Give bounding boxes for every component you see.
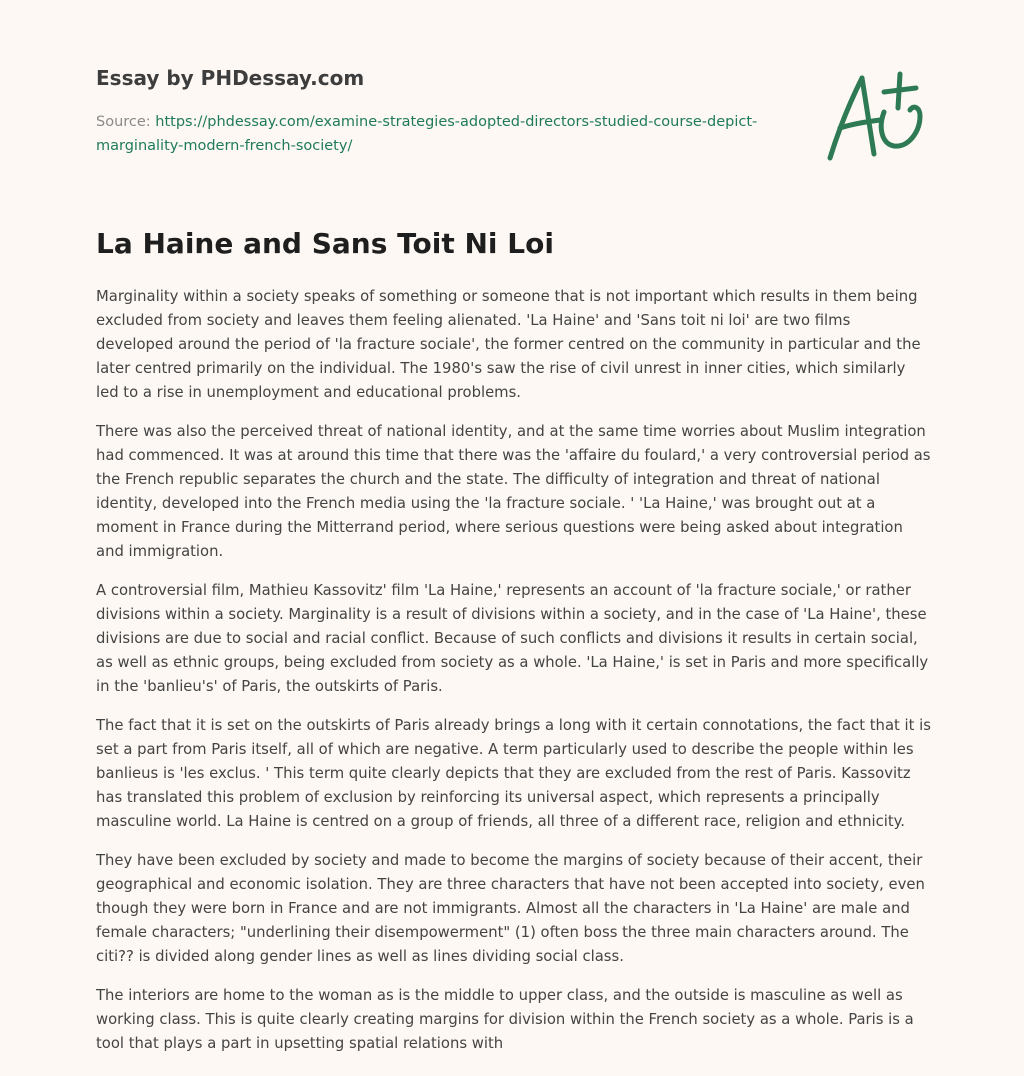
source-link[interactable]: https://phdessay.com/examine-strategies-adopted-directors-studied-course-depict-marginality-modern-french-society/ bbox=[96, 114, 758, 154]
essay-paragraph: The fact that it is set on the outskirts of Paris already brings a long with it certain connotations, the fact that it is set a part from Paris itself, all of which are negative. A term particularly used to describe the people within les banlieus is 'les exclus. ' This term quite clearly depicts that they are excluded from the rest of Paris. Kassovitz has translated this problem of exclusion by reinforcing its universal aspect, which represents a principally masculine world. La Haine is centred on a group of friends, all three of a different race, religion and ethnicity. bbox=[96, 717, 931, 830]
essay-paragraph: Marginality within a society speaks of something or someone that is not important which results in them being excluded from society and leaves them feeling alienated. 'La Haine' and 'Sans toit ni loi' are two films developed around the period of 'la fracture sociale', the former centred on the community in particular and the later centred primarily on the individual. The 1980's saw the rise of civil unrest in inner cities, which similarly led to a rise in unemployment and educational problems. bbox=[96, 288, 921, 401]
essay-paragraph: There was also the perceived threat of national identity, and at the same time worries about Muslim integration had commenced. It was at around this time that there was the 'affaire du foulard,' a very controversial period as the French republic separates the church and the state. The difficulty of integration and threat of national identity, developed into the French media using the 'la fracture sociale. ' 'La Haine,' was brought out at a moment in France during the Mitterrand period, where serious questions were being asked about integration and immigration. bbox=[96, 423, 931, 560]
header bbox=[96, 66, 776, 158]
essay-paragraph: They have been excluded by society and made to become the margins of society because of their accent, their geographical and economic isolation. They are three characters that have not been accepted into society, even though they were born in France and are not immigrants. Almost all the characters in 'La Haine' are male and female characters; "underlining their disempowerment" (1) often boss the three main characters around. The citi?? is divided along gender lines as well as lines dividing social class. bbox=[96, 852, 925, 965]
site-brand: Essay by PHDessay.com bbox=[96, 66, 365, 90]
essay-paragraph: The interiors are home to the woman as is the middle to upper class, and the outside is masculine as well as working class. This is quite clearly creating margins for division within the French society as a whole. Paris is a tool that plays a part in upsetting spatial relations with bbox=[96, 987, 914, 1052]
source-line bbox=[96, 110, 776, 158]
essay-body bbox=[96, 285, 932, 1071]
a-plus-grade-icon bbox=[822, 70, 926, 162]
a-plus-logo-graphic bbox=[822, 70, 926, 162]
source-label: Source: bbox=[96, 114, 151, 130]
essay-paragraph: A controversial film, Mathieu Kassovitz' film 'La Haine,' represents an account of 'la fracture sociale,' or rather divisions within a society. Marginality is a result of divisions within a society, and in the case of 'La Haine', these divisions are due to social and racial conflict. Because of such conflicts and divisions it results in certain social, as well as ethnic groups, being excluded from society as a whole. 'La Haine,' is set in Paris and more specifically in the 'banlieu's' of Paris, the outskirts of Paris. bbox=[96, 582, 929, 695]
essay-title: La Haine and Sans Toit Ni Loi bbox=[96, 227, 554, 260]
